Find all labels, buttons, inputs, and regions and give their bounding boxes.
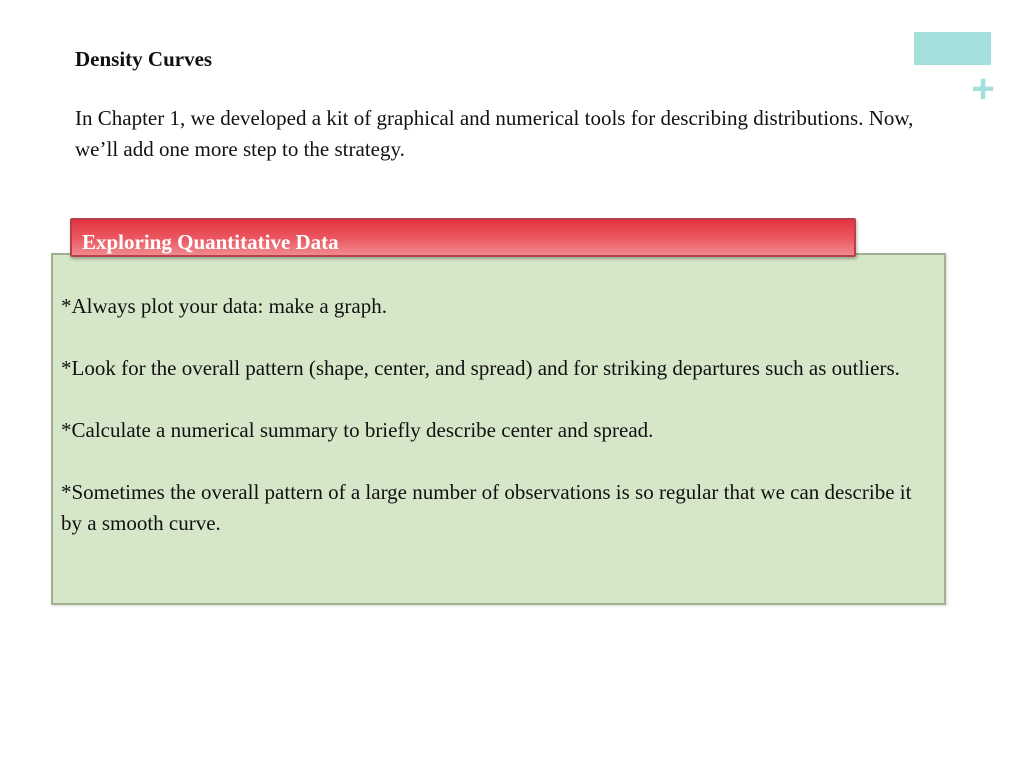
callout-list — [61, 291, 933, 570]
intro-paragraph: In Chapter 1, we developed a kit of graphical and numerical tools for describing distributions. Now, we’ll add one more step to the strategy. — [75, 106, 914, 161]
plus-icon: + — [971, 67, 995, 111]
list-item: *Sometimes the overall pattern of a large number of observations is so regular that we can describe it by a smooth curve. — [61, 480, 912, 535]
accent-bar — [914, 32, 991, 65]
callout-header: Exploring Quantitative Data — [70, 218, 856, 257]
list-item: *Look for the overall pattern (shape, center, and spread) and for striking departures such as outliers. — [61, 356, 900, 380]
slide-title: Density Curves — [75, 47, 213, 71]
list-item: *Always plot your data: make a graph. — [61, 294, 387, 318]
list-item: *Calculate a numerical summary to briefly describe center and spread. — [61, 418, 654, 442]
